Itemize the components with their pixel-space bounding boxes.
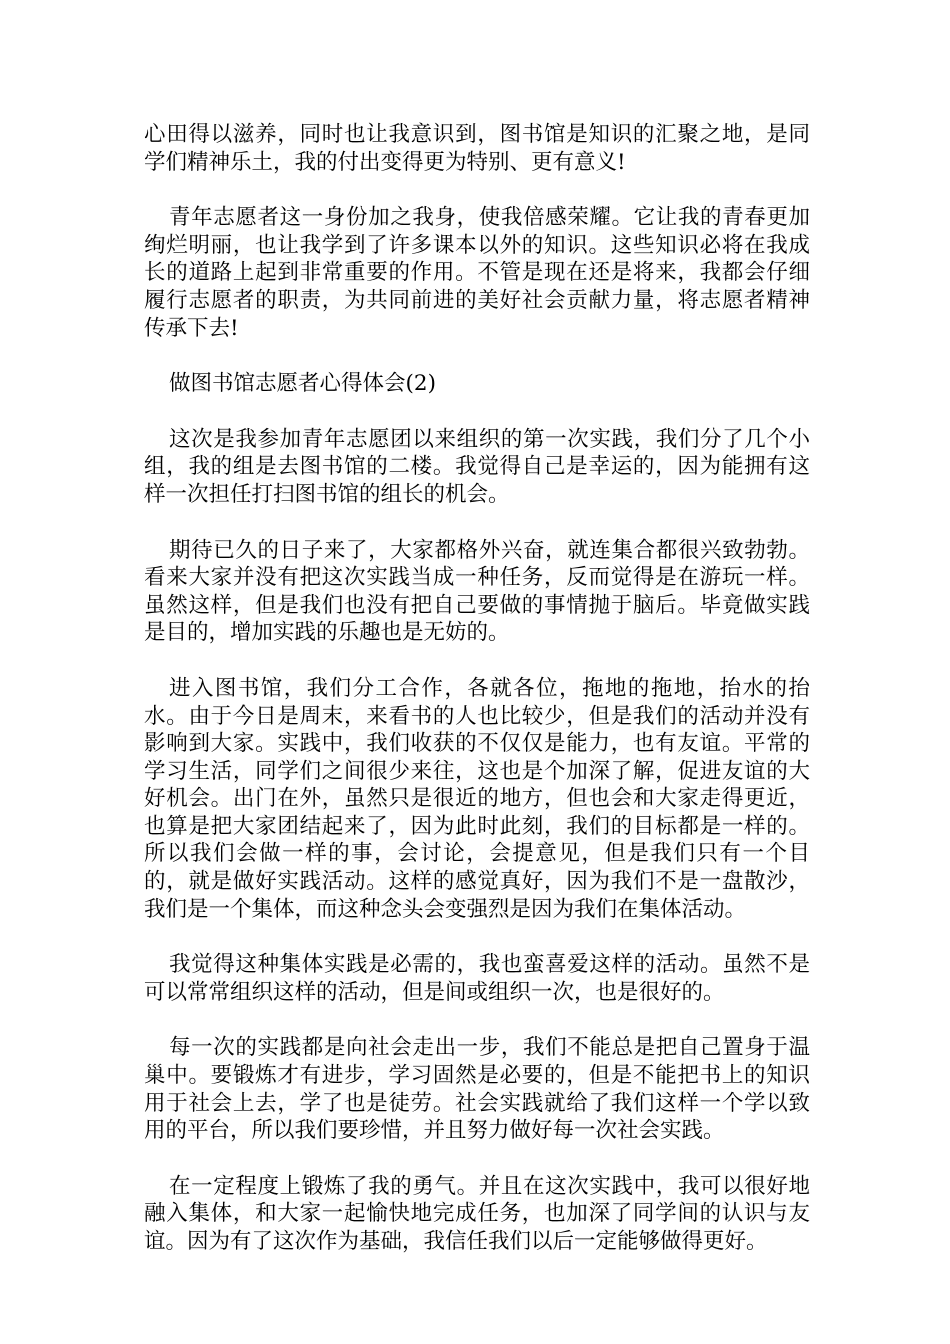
section-heading: 做图书馆志愿者心得体会(2) xyxy=(169,371,436,397)
paragraph-first-practice: 这次是我参加青年志愿团以来组织的第一次实践，我们分了几个小组，我的组是去图书馆的二楼。我觉得自己是幸运的，因为能拥有这样一次担任打扫图书馆的组长的机会。 xyxy=(144,426,810,507)
paragraph-courage: 在一定程度上锻炼了我的勇气。并且在这次实践中，我可以很好地融入集体，和大家一起愉快地完成任务，也加深了同学间的认识与友谊。因为有了这次作为基础，我信任我们以后一定能够做得更好。 xyxy=(144,1173,810,1254)
paragraph-anticipation: 期待已久的日子来了，大家都格外兴奋，就连集合都很兴致勃勃。看来大家并没有把这次实践当成一种任务，反而觉得是在游玩一样。虽然这样，但是我们也没有把自己要做的事情抛于脑后。毕竟做实践是目的，增加实践的乐趣也是无妨的。 xyxy=(144,537,810,646)
document-body xyxy=(144,121,810,1284)
paragraph-library-work: 进入图书馆，我们分工合作，各就各位，拖地的拖地，抬水的抬水。由于今日是周末，来看书的人也比较少，但是我们的活动并没有影响到大家。实践中，我们收获的不仅仅是能力，也有友谊。平常的学习生活，同学们之间很少来往，这也是个加深了解，促进友谊的大好机会。出门在外，虽然只是很近的地方，但也会和大家走得更近，也算是把大家团结起来了，因为此时此刻，我们的目标都是一样的。所以我们会做一样的事，会讨论，会提意见，但是我们只有一个目的，就是做好实践活动。这样的感觉真好，因为我们不是一盘散沙，我们是一个集体，而这种念头会变强烈是因为我们在集体活动。 xyxy=(144,675,810,922)
paragraph-collective-practice: 我觉得这种集体实践是必需的，我也蛮喜爱这样的活动。虽然不是可以常常组织这样的活动，但是间或组织一次，也是很好的。 xyxy=(144,952,810,1005)
paragraph-social-practice: 每一次的实践都是向社会走出一步，我们不能总是把自己置身于温巢中。要锻炼才有进步，学习固然是必要的，但是不能把书上的知识用于社会上去，学了也是徒劳。社会实践就给了我们这样一个学以致用的平台，所以我们要珍惜，并且努力做好每一次社会实践。 xyxy=(144,1035,810,1144)
paragraph-continuation: 心田得以滋养，同时也让我意识到，图书馆是知识的汇聚之地，是同学们精神乐土，我的付出变得更为特别、更有意义! xyxy=(144,122,810,175)
paragraph-volunteer-honor: 青年志愿者这一身份加之我身，使我倍感荣耀。它让我的青春更加绚烂明丽，也让我学到了许多课本以外的知识。这些知识必将在我成长的道路上起到非常重要的作用。不管是现在还是将来，我都会仔细履行志愿者的职责，为共同前进的美好社会贡献力量，将志愿者精神传承下去! xyxy=(144,205,810,341)
